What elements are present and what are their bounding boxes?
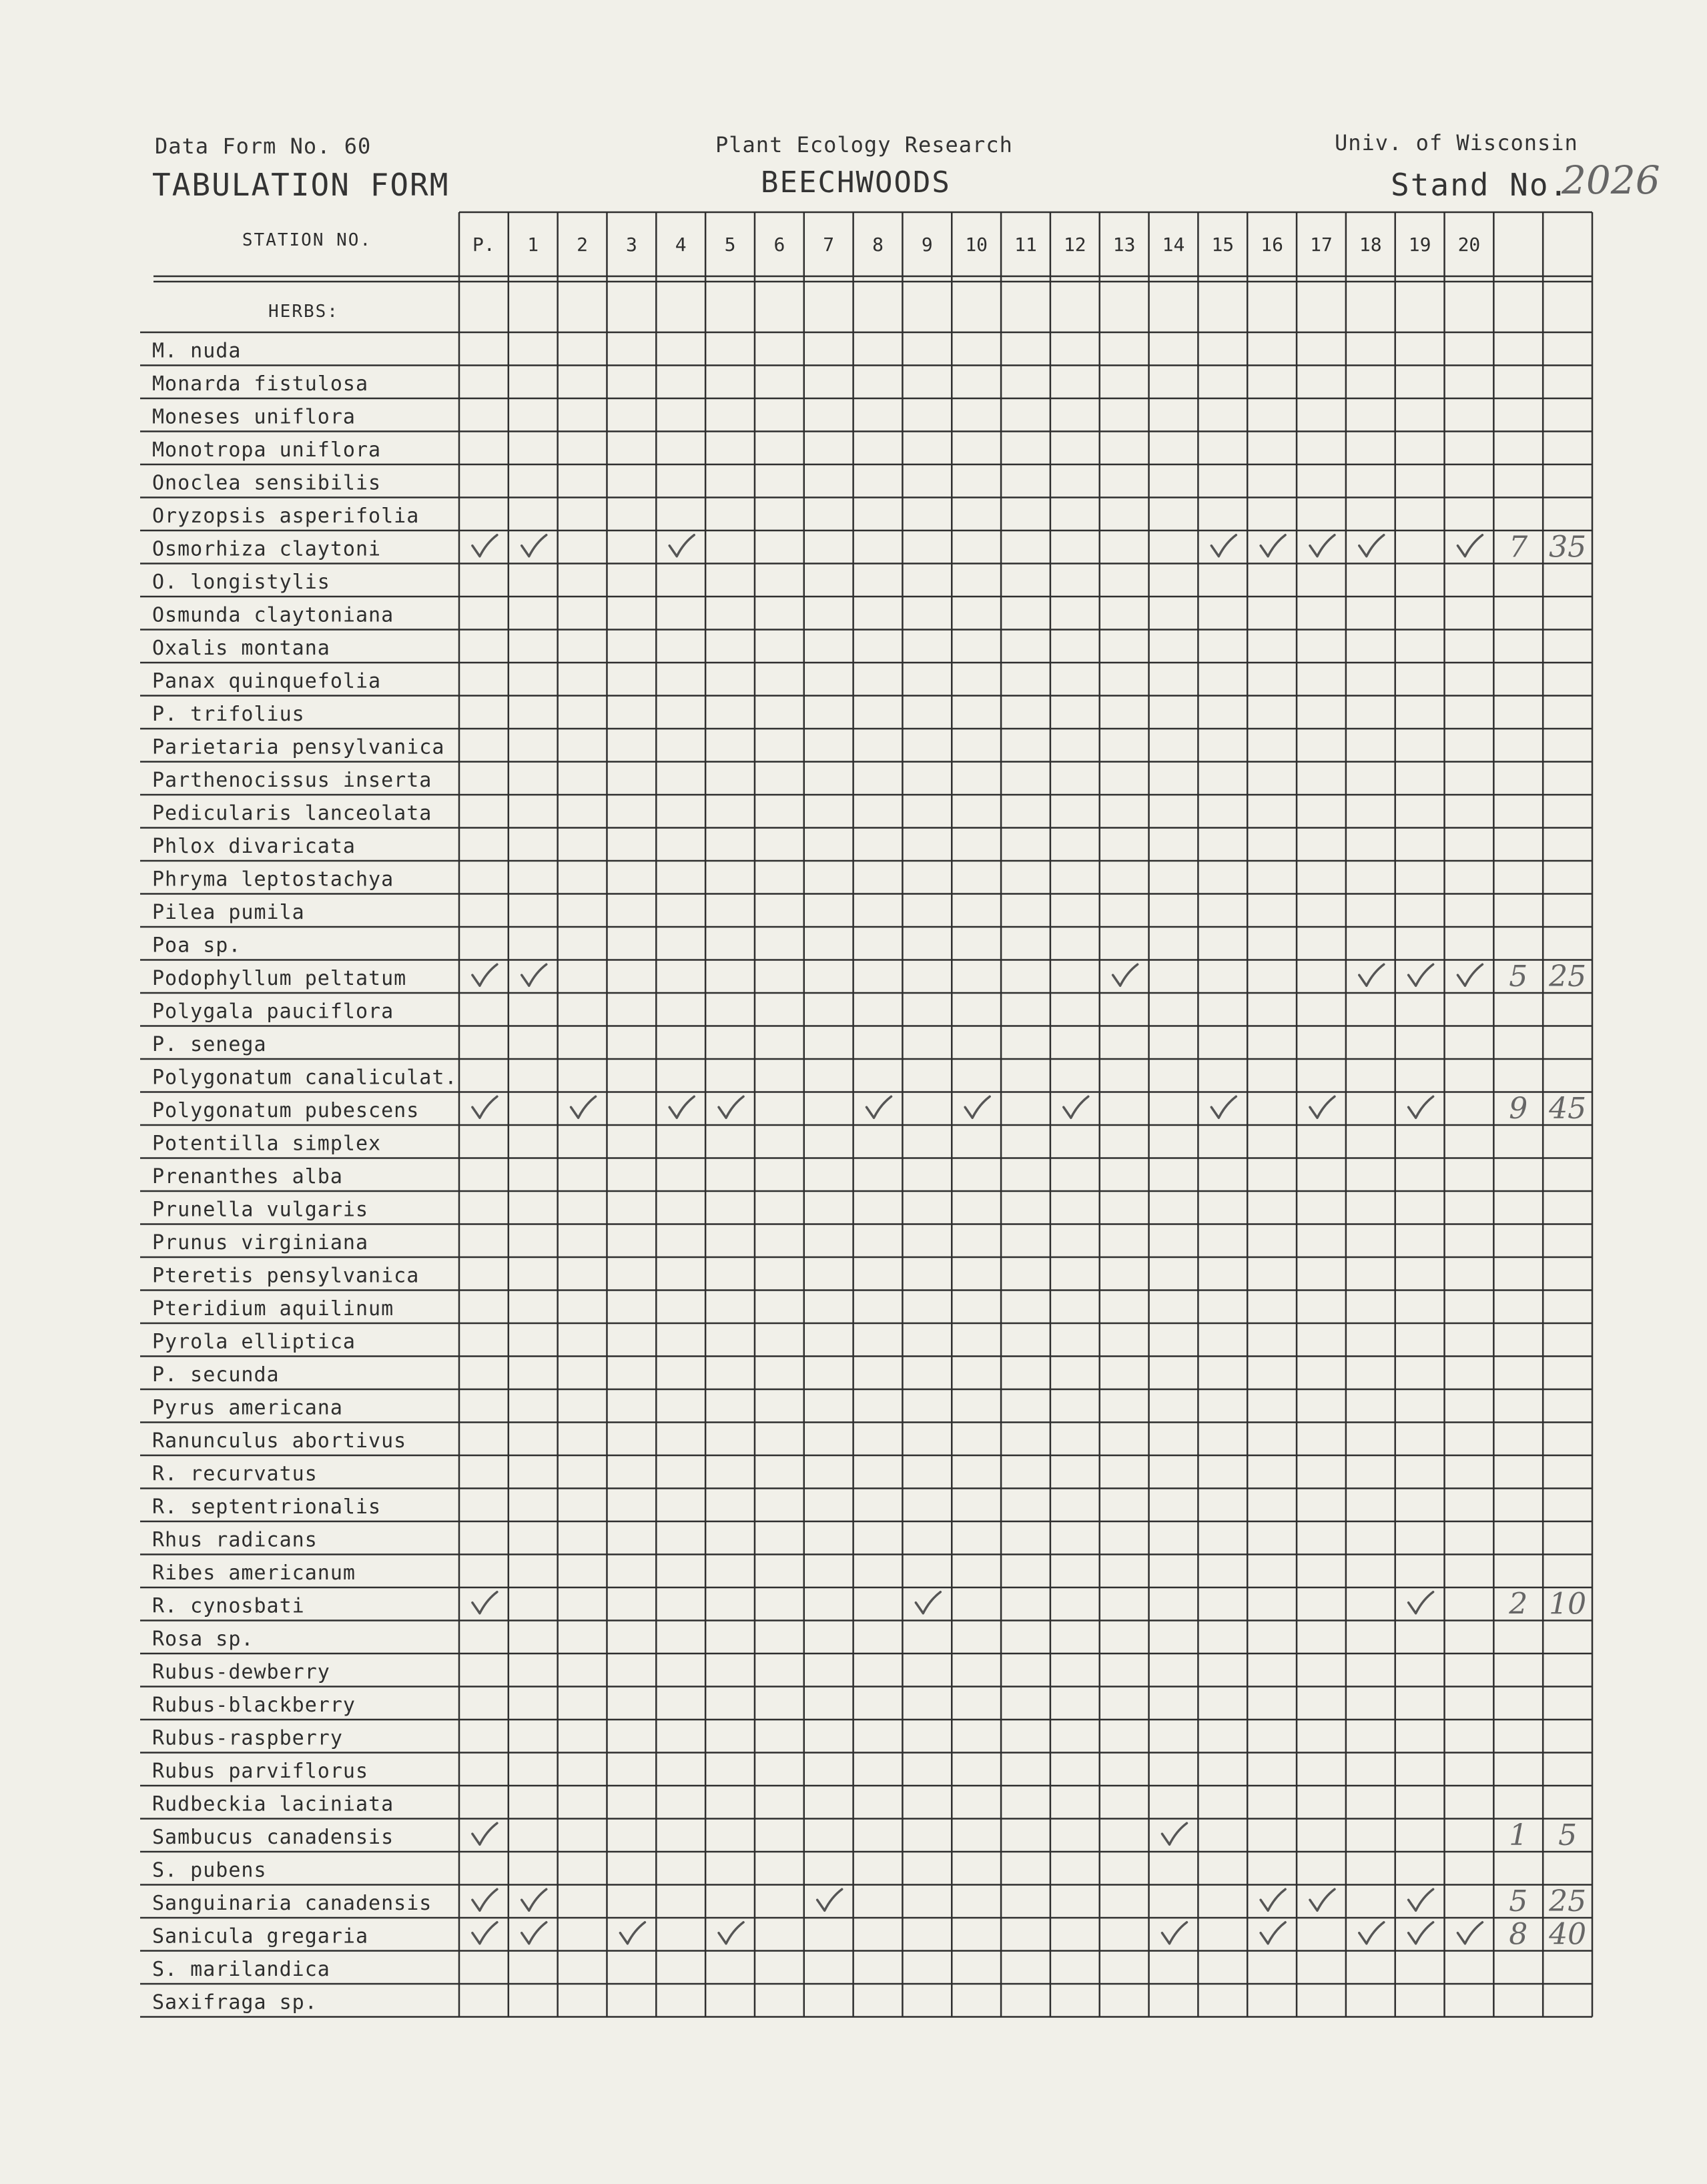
species-name: Ranunculus abortivus — [152, 1429, 407, 1453]
species-name: Oryzopsis asperifolia — [152, 504, 420, 528]
check-mark — [1064, 1096, 1088, 1118]
check-mark — [965, 1096, 990, 1118]
check-mark — [1409, 964, 1433, 986]
check-mark — [719, 1096, 743, 1118]
site-name: BEECHWOODS — [761, 165, 951, 200]
species-name: Oxalis montana — [152, 637, 330, 660]
check-mark — [1162, 1922, 1186, 1944]
species-name: Panax quinquefolia — [152, 669, 382, 693]
frequency-percent: 25 — [1549, 1884, 1587, 1918]
check-mark — [1359, 535, 1384, 557]
check-mark — [1261, 1889, 1285, 1910]
form-number: Data Form No. 60 — [155, 133, 372, 159]
species-name: Rubus-dewberry — [152, 1660, 330, 1684]
station-number: 15 — [1211, 234, 1235, 256]
check-mark — [719, 1922, 743, 1944]
species-name: S. marilandica — [152, 1958, 330, 1981]
check-mark — [1409, 1096, 1433, 1118]
species-name: P. secunda — [152, 1363, 280, 1387]
species-name: Rubus-blackberry — [152, 1694, 356, 1717]
check-mark — [522, 535, 547, 557]
frequency-count: 7 — [1509, 530, 1528, 565]
species-name: Polygonatum pubescens — [152, 1099, 420, 1122]
station-number: 2 — [577, 234, 588, 256]
check-mark — [1310, 535, 1335, 557]
check-mark — [472, 1922, 497, 1944]
station-number: 11 — [1014, 234, 1037, 256]
species-name: Prunus virginiana — [152, 1231, 369, 1254]
frequency-count: 1 — [1509, 1818, 1528, 1852]
station-number: 3 — [625, 234, 637, 256]
check-mark — [620, 1922, 645, 1944]
check-mark — [472, 964, 497, 986]
section-label-herbs: HERBS: — [268, 302, 339, 322]
check-mark — [522, 964, 547, 986]
species-name: Rudbeckia laciniata — [152, 1792, 394, 1816]
species-name: Sanguinaria canadensis — [152, 1892, 432, 1915]
station-number: 18 — [1359, 234, 1382, 256]
frequency-count: 9 — [1509, 1092, 1528, 1126]
species-name: Pedicularis lanceolata — [152, 801, 432, 825]
species-name: Parthenocissus inserta — [152, 769, 432, 792]
station-number: 10 — [965, 234, 988, 256]
organization: Plant Ecology Research — [715, 132, 1013, 157]
stand-number: 2026 — [1562, 157, 1660, 203]
species-name: R. recurvatus — [152, 1462, 318, 1486]
frequency-percent: 40 — [1549, 1917, 1587, 1952]
species-name: Osmunda claytoniana — [152, 603, 394, 627]
species-name: Phryma leptostachya — [152, 867, 394, 891]
check-mark — [817, 1889, 842, 1910]
station-number: 9 — [921, 234, 933, 256]
species-name: Pteridium aquilinum — [152, 1297, 394, 1321]
frequency-percent: 5 — [1558, 1818, 1578, 1852]
station-number: 5 — [724, 234, 736, 256]
frequency-percent: 10 — [1549, 1587, 1587, 1621]
frequency-count: 2 — [1509, 1587, 1528, 1621]
species-name: O. longistylis — [152, 571, 330, 594]
check-mark — [472, 1823, 497, 1844]
species-name: Onoclea sensibilis — [152, 471, 382, 495]
station-number: 19 — [1408, 234, 1431, 256]
species-name: Pyrus americana — [152, 1396, 343, 1420]
frequency-percent: 25 — [1549, 960, 1587, 994]
check-mark — [522, 1889, 547, 1910]
species-name: Rubus-raspberry — [152, 1726, 343, 1750]
frequency-percent: 35 — [1549, 530, 1587, 565]
check-mark — [472, 1889, 497, 1910]
station-number: 8 — [872, 234, 884, 256]
species-name: Rubus parviflorus — [152, 1760, 369, 1783]
species-name: Sanicula gregaria — [152, 1924, 369, 1948]
species-name: Polygonatum canaliculat. — [152, 1066, 458, 1090]
check-mark — [1457, 1922, 1482, 1944]
check-mark — [1261, 535, 1285, 557]
species-name: Pilea pumila — [152, 901, 305, 924]
species-name: Rosa sp. — [152, 1627, 254, 1651]
check-mark — [1162, 1823, 1186, 1844]
species-name: S. pubens — [152, 1858, 267, 1882]
species-name: Phlox divaricata — [152, 835, 356, 858]
station-number: 20 — [1457, 234, 1481, 256]
species-name: Potentilla simplex — [152, 1132, 382, 1156]
check-mark — [1359, 964, 1384, 986]
check-mark — [472, 1096, 497, 1118]
form-title: TABULATION FORM — [152, 167, 450, 203]
species-name: Prunella vulgaris — [152, 1198, 369, 1222]
check-mark — [1457, 964, 1482, 986]
station-number: 4 — [675, 234, 687, 256]
check-mark — [1457, 535, 1482, 557]
species-name: R. septentrionalis — [152, 1495, 382, 1519]
check-mark — [472, 1592, 497, 1613]
frequency-count: 8 — [1509, 1917, 1528, 1952]
check-mark — [1409, 1922, 1433, 1944]
species-name: Podophyllum peltatum — [152, 967, 407, 990]
species-name: Poa sp. — [152, 934, 242, 958]
species-name: Saxifraga sp. — [152, 1990, 318, 2015]
station-number: 12 — [1063, 234, 1086, 256]
check-mark — [1261, 1922, 1285, 1944]
check-mark — [522, 1922, 547, 1944]
frequency-percent: 45 — [1549, 1092, 1587, 1126]
station-number: 7 — [823, 234, 835, 256]
species-name: Sambucus canadensis — [152, 1826, 394, 1849]
station-number: 1 — [527, 234, 539, 256]
species-name: P. senega — [152, 1033, 267, 1056]
species-name: P. trifolius — [152, 703, 305, 726]
station-number: 14 — [1162, 234, 1185, 256]
station-number: P. — [472, 234, 495, 256]
check-mark — [867, 1096, 892, 1118]
check-mark — [1211, 1096, 1236, 1118]
species-name: Pteretis pensylvanica — [152, 1264, 420, 1288]
university: Univ. of Wisconsin — [1335, 130, 1578, 155]
check-mark — [1359, 1922, 1384, 1944]
check-mark — [571, 1096, 596, 1118]
station-number: 16 — [1261, 234, 1283, 256]
species-name: Pyrola elliptica — [152, 1330, 356, 1354]
check-mark — [1211, 535, 1236, 557]
check-mark — [916, 1592, 940, 1613]
check-mark — [669, 1096, 694, 1118]
frequency-count: 5 — [1509, 1884, 1528, 1918]
species-name: Parietaria pensylvanica — [152, 735, 445, 759]
species-name: Rhus radicans — [152, 1528, 318, 1552]
check-mark — [1409, 1592, 1433, 1613]
check-mark — [1310, 1889, 1335, 1910]
check-mark — [1310, 1096, 1335, 1118]
station-number: 13 — [1112, 234, 1136, 256]
species-name: Prenanthes alba — [152, 1165, 343, 1188]
species-name: Monarda fistulosa — [152, 372, 369, 396]
species-name: M. nuda — [152, 339, 242, 363]
station-header: STATION NO. — [242, 230, 372, 250]
species-name: R. cynosbati — [152, 1594, 305, 1618]
species-name: Osmorhiza claytoni — [152, 537, 382, 561]
species-name: Polygala pauciflora — [152, 1000, 394, 1024]
station-number: 6 — [773, 234, 785, 256]
frequency-count: 5 — [1509, 960, 1528, 994]
check-mark — [669, 535, 694, 557]
species-name: Moneses uniflora — [152, 405, 356, 429]
check-mark — [1409, 1889, 1433, 1910]
stand-label: Stand No. — [1391, 167, 1570, 203]
species-name: Monotropa uniflora — [152, 438, 382, 462]
check-mark — [472, 535, 497, 557]
check-mark — [1113, 964, 1138, 986]
species-name: Ribes americanum — [152, 1561, 356, 1585]
station-number: 17 — [1310, 234, 1333, 256]
